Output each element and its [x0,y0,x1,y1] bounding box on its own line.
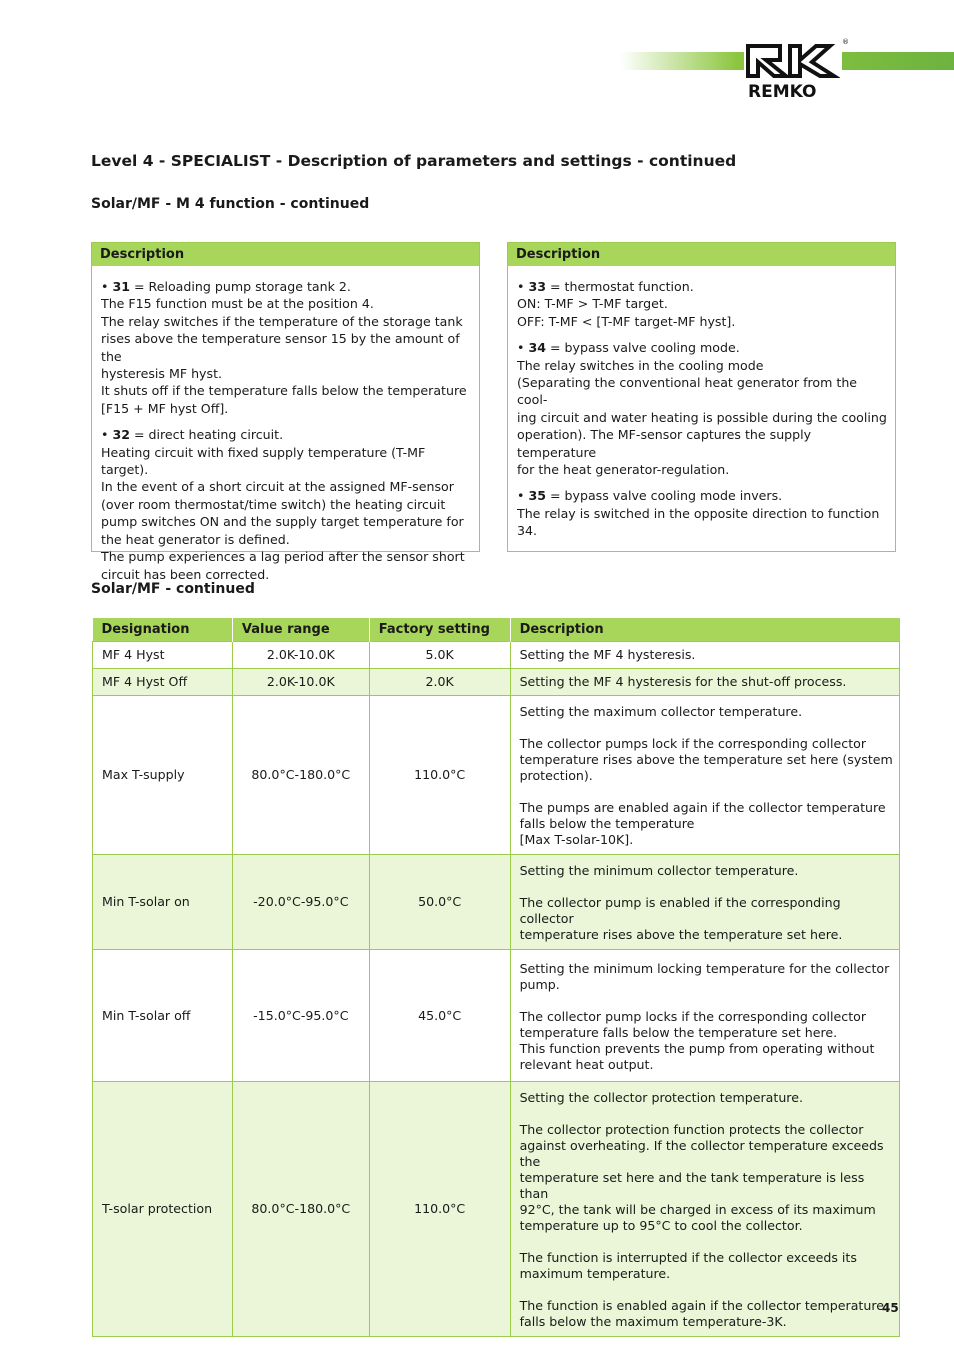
description-line: It shuts off if the temperature falls below the temperature [101,383,467,399]
description-line: The pump experiences a lag period after the sensor short [101,549,465,565]
designation-cell: Min T-solar on [93,855,233,950]
factory-setting-cell: 110.0°C [369,1082,510,1337]
description-line: temperature set here and the tank temperature is less than [519,1170,865,1201]
logo-wordmark: REMKO [748,82,817,102]
description-line: OFF: T-MF < [T-MF target-MF hyst]. [517,313,736,329]
description-paragraph [520,1298,895,1330]
designation-cell: Min T-solar off [93,950,233,1082]
description-line: temperature falls below the temperature set here. [519,1024,838,1040]
description-line: protection). [519,768,593,783]
description-line: This function prevents the pump from operating without [519,1040,875,1056]
section-title-solar-mf: Solar/MF - continued [91,581,255,597]
page-number: 45 [882,1301,899,1315]
description-cell [510,669,899,696]
table-row [93,669,900,696]
function-number: 34 [528,340,546,356]
description-line: temperature rises above the temperature set here. [519,927,843,942]
value-range-cell: -15.0°C-95.0°C [232,950,369,1082]
description-paragraph [520,647,696,662]
description-cell [510,696,899,855]
description-paragraph [520,674,847,689]
value-range-cell: 2.0K-10.0K [232,669,369,696]
description-line: falls below the temperature [519,816,695,831]
description-line: relevant heat output. [519,1056,654,1072]
description-line: operation). The MF-sensor captures the supply temperature [517,427,812,460]
factory-setting-cell: 2.0K [369,669,510,696]
function-description [517,339,889,478]
table-header-row [93,618,900,642]
description-line: rises above the temperature sensor 15 by the amount of the [101,331,460,364]
description-line: Heating circuit with fixed supply temperature (T-MF target). [101,444,426,478]
description-cell [510,642,899,669]
function-heading: • 31 = Reloading pump storage tank 2. [101,279,351,294]
description-cell [510,1082,899,1337]
description-paragraph [520,863,895,879]
description-line: The collector pumps lock if the corresponding collector [519,736,867,751]
description-line: temperature up to 95°C to cool the collector. [519,1218,803,1233]
function-title: = Reloading pump storage tank 2. [129,279,351,294]
table-row [93,950,900,1082]
description-paragraph [520,800,895,848]
description-line: The F15 function must be at the position 4. [101,296,374,312]
description-line: The function is enabled again if the collector temperature [519,1298,884,1313]
description-line: The relay switches in the cooling mode [517,357,764,373]
value-range-cell: -20.0°C-95.0°C [232,855,369,950]
description-line: 92°C, the tank will be charged in excess of its maximum [519,1202,876,1217]
description-box-right [507,242,896,552]
description-line: pump. [519,976,560,992]
function-description [101,426,473,583]
section-title-m4-function: Solar/MF - M 4 function - continued [91,196,370,212]
description-paragraph [520,704,895,720]
description-line: maximum temperature. [519,1266,671,1281]
function-description [517,278,889,330]
designation-cell: MF 4 Hyst Off [93,669,233,696]
function-title: = thermostat function. [545,279,694,294]
description-cell [510,855,899,950]
description-paragraph [520,1090,895,1106]
table-row [93,855,900,950]
description-paragraph [520,1009,895,1073]
column-header-description: Description [510,618,899,642]
table-row [93,1082,900,1337]
table-row [93,696,900,855]
value-range-cell: 80.0°C-180.0°C [232,696,369,855]
column-header-designation: Designation [93,618,233,642]
description-paragraph [520,1122,895,1234]
page-title: Level 4 - SPECIALIST - Description of parameters and settings - continued [91,152,737,170]
function-heading: • 32 = direct heating circuit. [101,427,284,443]
function-heading: • 34 = bypass valve cooling mode. [517,340,740,356]
description-line: [Max T-solar-10K]. [519,832,634,847]
registered-mark: ® [842,38,849,46]
remko-logo [744,40,842,102]
function-number: 32 [112,427,130,443]
description-line: (Separating the conventional heat generator from the cool- [517,375,858,408]
description-line: The collector pump locks if the corresponding collector [519,1008,867,1024]
table-row [93,642,900,669]
factory-setting-cell: 5.0K [369,642,510,669]
description-box-header: Description [92,243,479,266]
designation-cell: MF 4 Hyst [93,642,233,669]
description-line: Setting the collector protection temperature. [519,1090,803,1105]
description-paragraph [520,736,895,784]
description-box-header: Description [508,243,895,266]
value-range-cell: 80.0°C-180.0°C [232,1082,369,1337]
description-cell [510,950,899,1082]
value-range-cell: 2.0K-10.0K [232,642,369,669]
description-box-body [92,266,479,583]
description-line: The collector protection function protects the collector [519,1122,864,1137]
description-box-left [91,242,480,582]
description-line: Setting the minimum collector temperature. [519,863,799,878]
column-header-factory-setting: Factory setting [369,618,510,642]
description-line: The function is interrupted if the collector exceeds its [519,1250,857,1265]
description-line: Setting the minimum locking temperature for the collector [519,960,890,976]
function-number: 33 [528,279,546,294]
function-number: 31 [112,279,130,294]
description-paragraph [520,895,895,943]
factory-setting-cell: 50.0°C [369,855,510,950]
function-title: = bypass valve cooling mode. [545,340,740,356]
function-title: = bypass valve cooling mode invers. [545,488,783,504]
description-paragraph [520,1250,895,1282]
description-line: The collector pump is enabled if the corresponding collector [519,895,841,926]
description-line: falls below the maximum temperature-3K. [519,1314,787,1329]
description-line: The relay switches if the temperature of the storage tank [101,313,463,329]
description-line: ing circuit and water heating is possible during the cooling [517,409,887,425]
description-box-body [508,266,895,540]
table-body [93,642,900,1337]
function-heading: • 33 = thermostat function. [517,279,694,294]
description-line: temperature rises above the temperature set here (system [519,752,893,767]
description-line: [F15 + MF hyst Off]. [101,400,229,416]
function-number: 35 [528,488,546,504]
description-line: pump switches ON and the supply target temperature for [101,514,464,530]
description-line: (over room thermostat/time switch) the heating circuit [101,496,446,512]
description-line: the heat generator is defined. [101,531,290,547]
designation-cell: Max T-supply [93,696,233,855]
column-header-value-range: Value range [232,618,369,642]
description-line: Setting the maximum collector temperature. [519,704,803,719]
description-line: The relay is switched in the opposite direction to function 34. [517,505,880,539]
parameter-table [92,618,900,1337]
description-line: ON: T-MF > T-MF target. [517,296,668,312]
description-line: Setting the MF 4 hysteresis for the shut-off process. [519,674,847,689]
description-paragraph [520,961,895,993]
description-line: hysteresis MF hyst. [101,366,223,382]
description-line: The pumps are enabled again if the collector temperature [519,800,886,815]
function-description [517,487,889,539]
function-title: = direct heating circuit. [129,427,284,443]
description-line: In the event of a short circuit at the assigned MF-sensor [101,479,454,495]
function-description [101,278,473,417]
description-line: Setting the MF 4 hysteresis. [519,647,696,662]
remko-logo-mark-icon [746,42,840,80]
description-line: for the heat generator-regulation. [517,462,730,478]
description-line: against overheating. If the collector temperature exceeds the [519,1138,884,1169]
function-heading: • 35 = bypass valve cooling mode invers. [517,488,783,504]
factory-setting-cell: 45.0°C [369,950,510,1082]
factory-setting-cell: 110.0°C [369,696,510,855]
designation-cell: T-solar protection [93,1082,233,1337]
description-line: circuit has been corrected. [101,566,270,582]
